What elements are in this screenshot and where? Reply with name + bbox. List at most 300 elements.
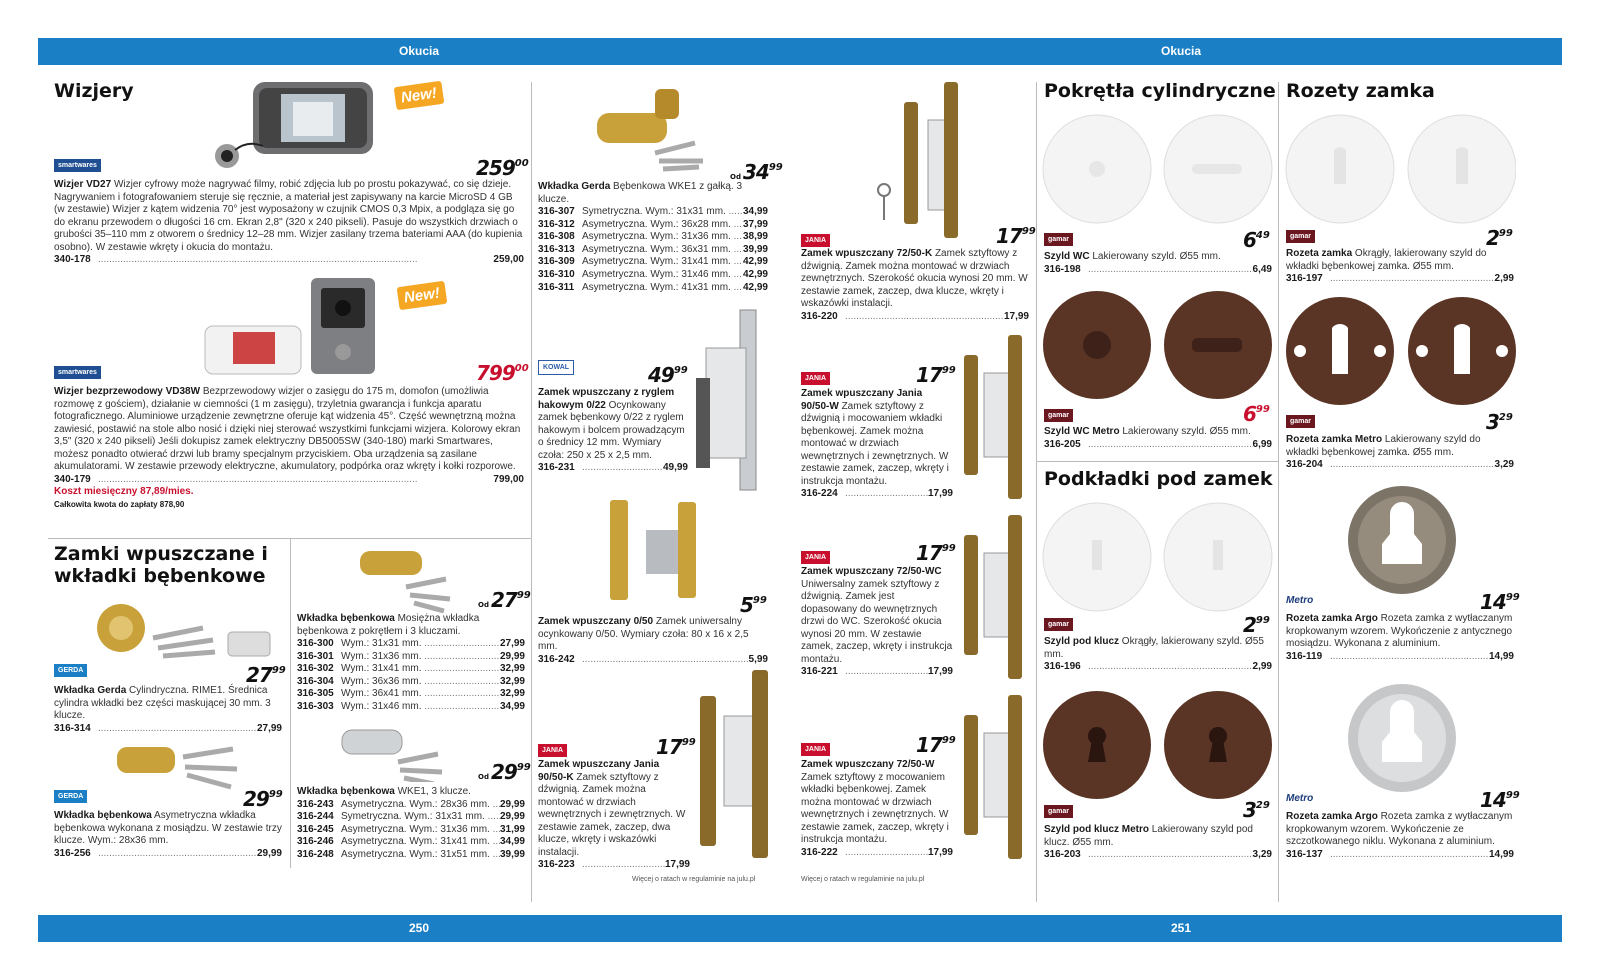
price-cents: 99: [516, 590, 531, 601]
variant-price: 31,99: [499, 823, 525, 835]
brand-logo-kowal: KOWAL: [538, 360, 574, 375]
brand-logo-gerda: GERDA: [54, 790, 87, 803]
price-cents: 00: [514, 363, 529, 374]
variant-code: 316-310: [538, 268, 575, 280]
price-big: 3: [1243, 798, 1256, 822]
product-price: 17,99: [1003, 310, 1029, 322]
product-desc: Zamek uniwersalny ocynkowany 0/50. Wymiary czoła: 80 x 16 x 2,5 mm.: [538, 616, 749, 652]
product-name: Wizjer VD27: [54, 179, 112, 190]
section-title-wizjery: Wizjery: [54, 80, 134, 102]
price-big: 17: [916, 541, 942, 565]
variant-desc: Symetryczna. Wym.: 31x31 mm. .....: [582, 206, 743, 219]
section-title-zamki: Zamki wpuszczane i wkładki bębenkowe: [54, 543, 268, 587]
price-cents: 29: [1498, 412, 1513, 423]
variant-price: 27,99: [499, 638, 525, 649]
variant-price: 42,99: [742, 256, 768, 268]
product-desc: Asymetryczna wkładka bębenkowa wykonana z mosiądzu. W zestawie trzy klucze. Wym.: 28x36 mm.: [54, 810, 282, 846]
price-big: 259: [476, 156, 515, 180]
variant-code: 316-248: [297, 848, 334, 860]
product-316-119: [1286, 613, 1514, 663]
product-desc: Lakierowany szyld do wkładki bębenkowej zamka. Ø55 mm.: [1286, 434, 1481, 458]
price-big: 17: [916, 363, 942, 387]
product-image-vd27: [203, 80, 378, 175]
product-image-rozeta-metro: [1284, 294, 1516, 409]
variant-desc: Asymetryczna. Wym.: 31x41 mm. .....: [582, 256, 743, 269]
product-price: 14,99: [1488, 650, 1514, 662]
variant-desc: Asymetryczna. Wym.: 31x51 mm. .....: [341, 849, 500, 862]
brand-logo-jania: JANIA: [801, 372, 830, 385]
product-desc: Ocynkowany zamek bębenkowy 0/22 z ryglem hakowym i bolcem prowadzącym o średnicy 12 mm. Wymiary czoła: 250 x 25 x 2,5 mm.: [538, 399, 685, 461]
variant-row: [297, 676, 525, 689]
product-price: 259,00: [493, 254, 524, 265]
price-316-221: [916, 541, 956, 565]
variant-row: [297, 638, 525, 651]
price-316-314: [246, 663, 286, 687]
new-badge: New!: [394, 81, 445, 110]
product-name: Zamek wpuszczany 72/50-W: [801, 759, 935, 770]
variant-price: 29,99: [499, 650, 525, 662]
product-image-cylinder-nickel: [338, 722, 468, 782]
product-316-220: [801, 248, 1029, 323]
variant-desc: Wym.: 31x31 mm. .....: [341, 638, 500, 651]
price-big: 27: [490, 588, 517, 612]
price-316-198: [1243, 228, 1270, 252]
variant-row: [297, 836, 525, 849]
price-cents: 99: [752, 595, 767, 606]
product-code: 316-256: [54, 847, 91, 859]
variant-code: 316-246: [297, 836, 334, 848]
variant-desc: Asymetryczna. Wym.: 31x41 mm. .....: [341, 836, 500, 849]
product-316-204: [1286, 434, 1514, 472]
product-image-rozeta-white: [1284, 112, 1516, 227]
price-316-256: [243, 787, 283, 811]
product-316-224: [801, 388, 953, 501]
product-image-gerda-cylinder: [93, 598, 278, 668]
product-desc: Bębenkowa WKE1 z gałką. 3 klucze.: [538, 181, 743, 205]
page-number-right: 251: [1170, 921, 1192, 935]
variant-row: [538, 219, 768, 232]
header-bar: [38, 38, 1562, 65]
price-316-205: [1243, 402, 1270, 426]
product-name: Szyld pod klucz: [1044, 636, 1120, 647]
product-316-222: [801, 759, 953, 859]
price-cents: 99: [1021, 226, 1036, 237]
variant-row: [297, 701, 525, 714]
price-cents: 29: [1255, 800, 1270, 811]
variant-desc: Asymetryczna. Wym.: 28x36 mm. .....: [341, 799, 500, 812]
product-desc: WKE1, 3 klucze.: [397, 786, 471, 797]
product-desc: Cylindryczna. RIME1. Średnica cylindra wkładki bez części maskującej 30 mm. 3 klucze.: [54, 685, 271, 721]
footer-bar: [38, 915, 1562, 942]
product-code: 316-314: [54, 722, 91, 734]
variant-price: 39,99: [499, 848, 525, 860]
price-316-220: [996, 224, 1036, 248]
price-316-242: [740, 593, 767, 617]
product-desc: Rozeta zamka z wytłaczanym kropkowanym wzorem. Wykończenie z antycznego mosiądzu. Wykonana z aluminium.: [1286, 613, 1513, 649]
product-316-221: [801, 566, 953, 679]
variant-price: 39,99: [742, 243, 768, 255]
product-desc: Zamek sztyftowy z dźwignią. Zamek można montować w drzwiach zewnętrznych. Szerokość okucia wynosi 20 mm. W zestawie zamek, zaczep, dwa klucze, wkręty i wskazówki instalacji.: [801, 248, 1028, 309]
price-cents: 99: [673, 365, 688, 376]
variant-price: 34,99: [499, 700, 525, 712]
product-price: 3,29: [1494, 459, 1514, 470]
product-price: 17,99: [927, 846, 953, 858]
price-from: Od: [730, 173, 741, 181]
product-code: 316-119: [1286, 650, 1323, 662]
product-code: 316-203: [1044, 849, 1081, 860]
price-cents: 99: [941, 543, 956, 554]
price-big: 6: [1243, 228, 1256, 252]
variant-code: 316-245: [297, 823, 334, 835]
product-code: 340-178: [54, 254, 91, 265]
product-image-szyld-wc-metro: [1042, 288, 1274, 403]
product-316-314: [54, 685, 282, 735]
variant-desc: Wym.: 31x36 mm. .....: [341, 651, 500, 664]
price-316-197: [1486, 226, 1513, 250]
product-desc: Uniwersalny zamek sztyftowy z dźwignią. Zamek jest dopasowany do wewnętrznych drzwi do WC. Szerokość okucia wynosi 20 mm. W zestawie zamek, zaczep, wkręty i instrukcja montażu.: [801, 578, 953, 665]
price-cents: 99: [268, 789, 283, 800]
product-316-300: [297, 613, 525, 714]
product-image-szyld-wc-white: [1042, 112, 1274, 227]
product-price: 14,99: [1488, 848, 1514, 860]
product-price: 6,99: [1252, 438, 1272, 450]
variant-price: 32,99: [499, 688, 525, 700]
variant-code: 316-308: [538, 231, 575, 243]
price-316-203: [1243, 798, 1270, 822]
product-code: 340-179: [54, 473, 91, 485]
variant-code: 316-243: [297, 798, 334, 810]
price-big: 14: [1480, 590, 1506, 614]
product-image-cylinder-knob: [356, 543, 466, 613]
variant-row: [297, 811, 525, 824]
product-name: Rozeta zamka Argo: [1286, 613, 1378, 624]
product-image-hook-lock: [696, 308, 771, 493]
product-316-197: [1286, 248, 1514, 286]
product-name: Wkładka bębenkowa: [297, 786, 395, 797]
variant-price: 37,99: [742, 218, 768, 230]
price-big: 5: [740, 593, 753, 617]
product-image-72-50-wc: [962, 513, 1027, 683]
price-316-224: [916, 363, 956, 387]
product-image-cylinder-brass: [113, 733, 253, 793]
variant-code: 316-312: [538, 218, 575, 230]
price-big: 29: [490, 760, 517, 784]
header-left: Okucia: [398, 44, 440, 58]
product-vd27: [54, 179, 524, 267]
monthly-cost: Koszt miesięczny 87,89/mies.: [54, 486, 194, 498]
variant-desc: Asymetryczna. Wym.: 41x31 mm. .....: [582, 282, 743, 295]
price-cents: 99: [1505, 592, 1520, 603]
product-name: Zamek wpuszczany z ryglem hakowym 0/22: [538, 387, 675, 411]
product-code: 316-223: [538, 859, 575, 870]
product-316-256: [54, 810, 282, 860]
product-name: Rozeta zamka Argo: [1286, 811, 1378, 822]
variant-price: 42,99: [742, 268, 768, 280]
price-cents: 49: [1255, 230, 1270, 241]
variant-code: 316-305: [297, 688, 334, 700]
brand-logo-gamar: gamar: [1044, 233, 1073, 246]
product-desc: Mosiężna wkładka bębenkowa z pokrętłem i 3 kluczami.: [297, 613, 480, 637]
variant-desc: Wym.: 31x41 mm. .....: [341, 663, 500, 676]
footnote: Więcej o ratach w regulaminie na julu.pl: [632, 876, 756, 883]
price-big: 6: [1243, 402, 1256, 426]
variant-row: [538, 231, 768, 244]
product-code: 316-204: [1286, 459, 1323, 470]
variant-desc: Asymetryczna. Wym.: 36x28 mm. .....: [582, 219, 743, 232]
catalog-spread: [38, 38, 1562, 944]
brand-logo-metro: Metro: [1286, 793, 1314, 804]
product-name: Zamek wpuszczany Jania 90/50-W: [801, 388, 923, 412]
product-316-231: [538, 387, 688, 475]
product-image-argo-nickel: [1346, 682, 1458, 794]
price-cents: 99: [1255, 615, 1270, 626]
product-code: 316-221: [801, 666, 838, 677]
price-big: 3: [1486, 410, 1499, 434]
product-desc: Lakierowany szyld. Ø55 mm.: [1122, 426, 1251, 437]
price-cents: 99: [1255, 404, 1270, 415]
product-name: Zamek wpuszczany 72/50-WC: [801, 566, 942, 577]
price-316-222: [916, 733, 956, 757]
variant-row: [297, 799, 525, 812]
product-name: Wkładka bębenkowa: [54, 810, 152, 821]
product-316-203: [1044, 824, 1272, 862]
variant-desc: Symetryczna. Wym.: 31x31 mm. .....: [341, 811, 500, 824]
variant-price: 29,99: [499, 798, 525, 810]
product-name: Rozeta zamka Metro: [1286, 434, 1383, 445]
divider: [290, 538, 291, 868]
product-image-jania-90-50-w: [962, 333, 1027, 503]
brand-logo-jania: JANIA: [801, 234, 830, 247]
price-cents: 99: [1498, 228, 1513, 239]
variant-price: 34,99: [742, 206, 768, 217]
variant-desc: Wym.: 36x41 mm. .....: [341, 688, 500, 701]
product-316-242: [538, 616, 768, 666]
variant-code: 316-313: [538, 243, 575, 255]
footnote: Więcej o ratach w regulaminie na julu.pl: [801, 876, 925, 883]
variant-row: [297, 663, 525, 676]
product-image-gerda-knob: [593, 83, 723, 173]
variant-row: [538, 244, 768, 257]
variant-code: 316-307: [538, 206, 575, 217]
product-316-307: [538, 181, 768, 294]
price-cents: 99: [768, 162, 783, 173]
variant-code: 316-303: [297, 700, 334, 712]
product-desc: Lakierowany szyld pod klucz. Ø55 mm.: [1044, 824, 1253, 848]
variant-code: 316-300: [297, 638, 334, 649]
product-price: 6,49: [1252, 263, 1272, 275]
product-price: 3,29: [1252, 849, 1272, 860]
price-big: 799: [476, 361, 515, 385]
price-cents: 00: [514, 158, 529, 169]
brand-logo-gamar: gamar: [1044, 409, 1073, 422]
product-image-szyld-klucz-white: [1042, 500, 1274, 615]
variant-desc: Wym.: 36x36 mm. .....: [341, 676, 500, 689]
product-desc: Wizjer cyfrowy może nagrywać filmy, robić zdjęcia lub po prostu pokazywać, co się dzieje. Nagrywaniem i fotografowaniem steruje się ręcznie, a materiał jest zapisywany na karcie MicroSD 4 GB (w zestawie) Wizjer z kątem widzenia 70° jest wyposażony w czujnik CMOS 0,3 Mpix, a podgląza się go do ekranu przewodem o długości 16 cm. Ekran 2,8" (320 x 240 pikseli). Pasuje do wszystkich drzwiach o grubości 35–110 mm z otworem o średnicy 12–28 mm. Wizjer zasilany trzema bateriami AAA (do kupienia osobno). W zestawie wkręty i okucia do montażu.: [54, 179, 523, 253]
product-price: 29,99: [256, 847, 282, 859]
product-price: 2,99: [1494, 273, 1514, 284]
brand-logo-jania: JANIA: [801, 743, 830, 756]
variant-row: [538, 206, 768, 219]
variant-row: [297, 849, 525, 862]
product-name: Szyld WC Metro: [1044, 426, 1120, 437]
price-316-137: [1480, 788, 1520, 812]
variant-desc: Asymetryczna. Wym.: 31x36 mm. .....: [341, 824, 500, 837]
brand-logo-gamar: gamar: [1286, 415, 1315, 428]
brand-logo-gamar: gamar: [1286, 230, 1315, 243]
section-title-rozety: Rozety zamka: [1286, 80, 1435, 102]
product-name: Wizjer bezprzewodowy VD38W: [54, 386, 201, 397]
product-316-205: [1044, 426, 1272, 451]
product-code: 316-196: [1044, 661, 1081, 672]
price-big: 2: [1486, 226, 1499, 250]
price-cents: 99: [516, 762, 531, 773]
variant-price: 38,99: [742, 231, 768, 243]
variant-row: [538, 282, 768, 295]
product-code: 316-205: [1044, 438, 1081, 450]
variant-desc: Asymetryczna. Wym.: 31x36 mm. .....: [582, 231, 743, 244]
product-desc: Okrągły, lakierowany szyld do wkładki bębenkowej zamka. Ø55 mm.: [1286, 248, 1487, 272]
page-number-left: 250: [408, 921, 430, 935]
product-316-196: [1044, 636, 1272, 674]
price-big: 49: [648, 363, 674, 387]
variant-row: [297, 688, 525, 701]
price-big: 27: [246, 663, 272, 687]
variant-code: 316-311: [538, 281, 575, 293]
product-desc: Lakierowany szyld. Ø55 mm.: [1092, 251, 1221, 262]
product-image-72-50-w: [962, 693, 1027, 863]
product-name: Wkładka Gerda: [54, 685, 127, 696]
brand-logo-smartwares: smartwares: [54, 159, 101, 172]
product-name: Zamek wpuszczany Jania 90/50-K: [538, 759, 660, 783]
brand-logo-metro: Metro: [1286, 595, 1314, 606]
product-316-243: [297, 786, 525, 861]
price-316-231: [648, 363, 688, 387]
variant-row: [538, 256, 768, 269]
price-big: 17: [996, 224, 1022, 248]
product-price: 17,99: [927, 666, 953, 677]
product-name: Zamek wpuszczany 0/50: [538, 616, 654, 627]
product-code: 316-242: [538, 653, 575, 665]
product-image-szyld-klucz-metro: [1042, 688, 1274, 803]
variant-code: 316-302: [297, 663, 334, 675]
header-right: Okucia: [1160, 44, 1202, 58]
price-big: 2: [1243, 613, 1256, 637]
product-name: Szyld pod klucz Metro: [1044, 824, 1150, 835]
product-name: Wkładka Gerda: [538, 181, 611, 192]
variant-row: [538, 269, 768, 282]
price-big: 29: [243, 787, 269, 811]
price-cents: 99: [681, 737, 696, 748]
price-316-196: [1243, 613, 1270, 637]
variant-code: 316-244: [297, 811, 334, 823]
total-cost: Całkowita kwota do zapłaty 878,90: [54, 499, 185, 509]
product-price: 799,00: [493, 473, 524, 485]
divider: [1036, 82, 1037, 902]
price-vd38w: [476, 361, 529, 385]
variant-desc: Asymetryczna. Wym.: 36x31 mm. .....: [582, 244, 743, 257]
product-desc: Zamek sztyftowy z dźwignią i mocowaniem wkładki bębenkowej. Zamek można montować w drzwiach wewnętrznych i zewnętrznych. W zestawie zamek, zaczep, wkręty i instrukcja montażu.: [801, 400, 949, 487]
price-big: 17: [916, 733, 942, 757]
product-price: 17,99: [664, 859, 690, 870]
product-desc: Bezprzewodowy wizjer o zasięgu do 175 m, domofon (umożliwia rozmowę z gościem), działanie w ciemności (1 m zasięgu), trzyletnia gwarancja i funkcja aparatu fotograficznego. Aluminiowe urządzenie zewnętrzne oferuje kąt widzenia 45°. Część wewnętrzną można zawiesić, postawić na stole albo nosić i dzięki niej sterować wszystkimi funkcjami wizjera. Kolorowy ekran 3,5" (320 x 240 pikseli) Jeśli dokupisz zamek elektryczny DB5005SW (340-180) marki Smartwares, możesz ponadto otwierać drzwi lub bramy specjalnym przyciskiem. Oba urządzenia są zasilane akumulatorami. W zestawie przewody elektryczne, akumulatory, podpórka oraz wkręty i kołki rozporowe.: [54, 386, 521, 472]
product-image-argo-antique: [1346, 484, 1458, 596]
product-name: Wkładka bębenkowa: [297, 613, 395, 624]
price-from: Od: [478, 773, 489, 781]
product-desc: Rozeta zamka z wytłaczanym kropkowanym wzorem. Wykończenie ze szczotkowanego niklu. Wykonana z aluminium.: [1286, 811, 1513, 847]
divider: [531, 82, 532, 902]
variant-table: [538, 206, 768, 294]
brand-logo-smartwares: smartwares: [54, 366, 101, 379]
product-code: 316-137: [1286, 848, 1323, 860]
price-316-223: [656, 735, 696, 759]
product-code: 316-198: [1044, 263, 1081, 275]
product-316-137: [1286, 811, 1514, 861]
variant-table: [297, 638, 525, 714]
variant-code: 316-301: [297, 650, 334, 662]
brand-logo-gamar: gamar: [1044, 618, 1073, 631]
price-big: 14: [1480, 788, 1506, 812]
product-code: 316-231: [538, 462, 575, 473]
price-cents: 99: [1505, 790, 1520, 801]
divider: [1036, 461, 1278, 462]
product-price: 17,99: [927, 488, 953, 499]
product-code: 316-222: [801, 846, 838, 858]
variant-price: 29,99: [499, 811, 525, 823]
price-big: 17: [656, 735, 682, 759]
price-316-119: [1480, 590, 1520, 614]
variant-price: 42,99: [742, 281, 768, 293]
variant-code: 316-309: [538, 256, 575, 268]
product-name: Rozeta zamka: [1286, 248, 1353, 259]
product-desc: Zamek sztyftowy z mocowaniem wkładki bębenkowej. Zamek można montować w drzwiach wewnętrznych i zewnętrznych. W zestawie zamek, zaczep, wkręty i instrukcja montażu.: [801, 771, 949, 845]
section-title-pokretla: Pokrętła cylindryczne: [1044, 80, 1276, 102]
brand-logo-gamar: gamar: [1044, 805, 1073, 818]
variant-desc: Asymetryczna. Wym.: 31x46 mm. .....: [582, 269, 743, 282]
product-price: 27,99: [256, 722, 282, 734]
product-price: 2,99: [1252, 661, 1272, 672]
variant-desc: Wym.: 31x46 mm. .....: [341, 701, 500, 714]
variant-row: [297, 651, 525, 664]
product-name: Szyld WC: [1044, 251, 1090, 262]
product-code: 316-197: [1286, 273, 1323, 284]
price-316-243: [478, 760, 531, 784]
variant-price: 34,99: [499, 836, 525, 848]
product-image-vd38w: [203, 276, 383, 376]
variant-price: 32,99: [499, 663, 525, 675]
product-image-jania-90-50-k: [698, 666, 773, 861]
product-316-198: [1044, 251, 1272, 276]
price-cents: 99: [941, 735, 956, 746]
divider: [1278, 82, 1279, 902]
section-title-podkladki: Podkładki pod zamek: [1044, 468, 1273, 490]
brand-logo-jania: JANIA: [538, 744, 567, 757]
brand-logo-jania: JANIA: [801, 551, 830, 564]
new-badge: New!: [397, 281, 448, 310]
product-desc: Okrągły, lakierowany szyld. Ø55 mm.: [1044, 636, 1264, 660]
product-code: 316-220: [801, 310, 838, 322]
variant-price: 32,99: [499, 675, 525, 687]
divider: [48, 538, 531, 539]
brand-logo-gerda: GERDA: [54, 664, 87, 677]
product-name: Zamek wpuszczany 72/50-K: [801, 248, 933, 259]
product-image-lock-0-50: [606, 496, 706, 606]
product-price: 49,99: [662, 462, 688, 473]
price-316-300: [478, 588, 531, 612]
variant-table: [297, 799, 525, 862]
variant-code: 316-304: [297, 675, 334, 687]
product-desc: Zamek sztyftowy z dźwignią. Zamek można montować w drzwiach wewnętrznych i zewnętrznych. W zestawie zamek, zaczep, dwa klucze, wkręty i wskazówki instalacji.: [538, 771, 686, 858]
price-316-204: [1486, 410, 1513, 434]
